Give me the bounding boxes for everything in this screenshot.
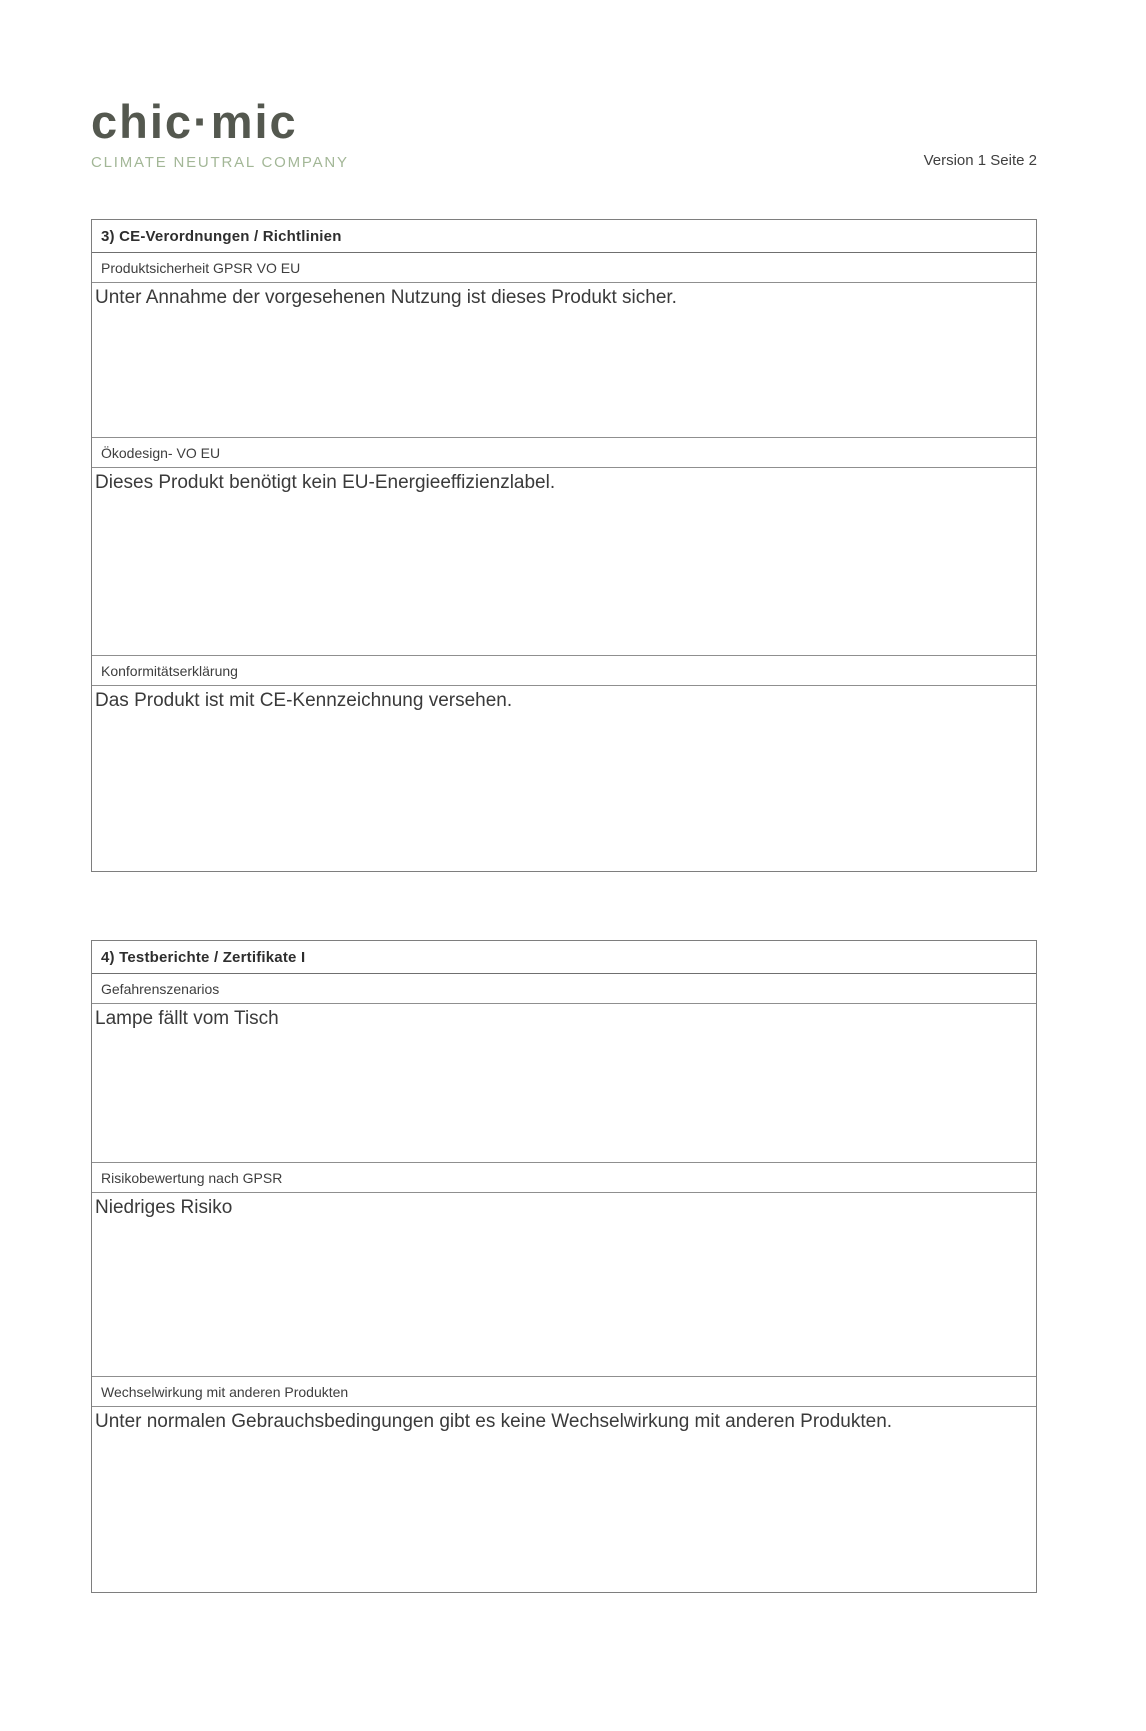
field-label-risikobewertung: Risikobewertung nach GPSR (92, 1163, 1036, 1193)
section-title: 4) Testberichte / Zertifikate I (92, 941, 1036, 974)
field-label-oekodesign: Ökodesign- VO EU (92, 438, 1036, 468)
company-logo-text: chic·mic (91, 95, 298, 148)
field-value-wechselwirkung: Unter normalen Gebrauchsbedingungen gibt es keine Wechselwirkung mit anderen Produkten. (95, 1411, 893, 1432)
field-label-produktsicherheit: Produktsicherheit GPSR VO EU (92, 253, 1036, 283)
field-value-risikobewertung: Niedriges Risiko (92, 1193, 1036, 1377)
field-value-produktsicherheit: Unter Annahme der vorgesehenen Nutzung ist dieses Produkt sicher. (92, 283, 1036, 438)
company-tagline: CLIMATE NEUTRAL COMPANY (91, 154, 349, 171)
company-logo (91, 95, 349, 171)
section-title: 3) CE-Verordnungen / Richtlinien (92, 220, 1036, 253)
section-testberichte (91, 940, 1037, 1593)
page-header (91, 95, 1037, 171)
page-version-label: Version 1 Seite 2 (923, 152, 1037, 169)
section-ce-verordnungen (91, 219, 1037, 872)
field-value-oekodesign: Dieses Produkt benötigt kein EU-Energieeffizienzlabel. (92, 468, 1036, 656)
field-label-gefahrenszenarios: Gefahrenszenarios (92, 974, 1036, 1004)
field-label-wechselwirkung: Wechselwirkung mit anderen Produkten (92, 1377, 1036, 1407)
field-value-gefahrenszenarios: Lampe fällt vom Tisch (92, 1004, 1036, 1163)
field-label-konformitaetserklaerung: Konformitätserklärung (92, 656, 1036, 686)
field-value-konformitaetserklaerung: Das Produkt ist mit CE-Kennzeichnung versehen. (95, 690, 513, 711)
